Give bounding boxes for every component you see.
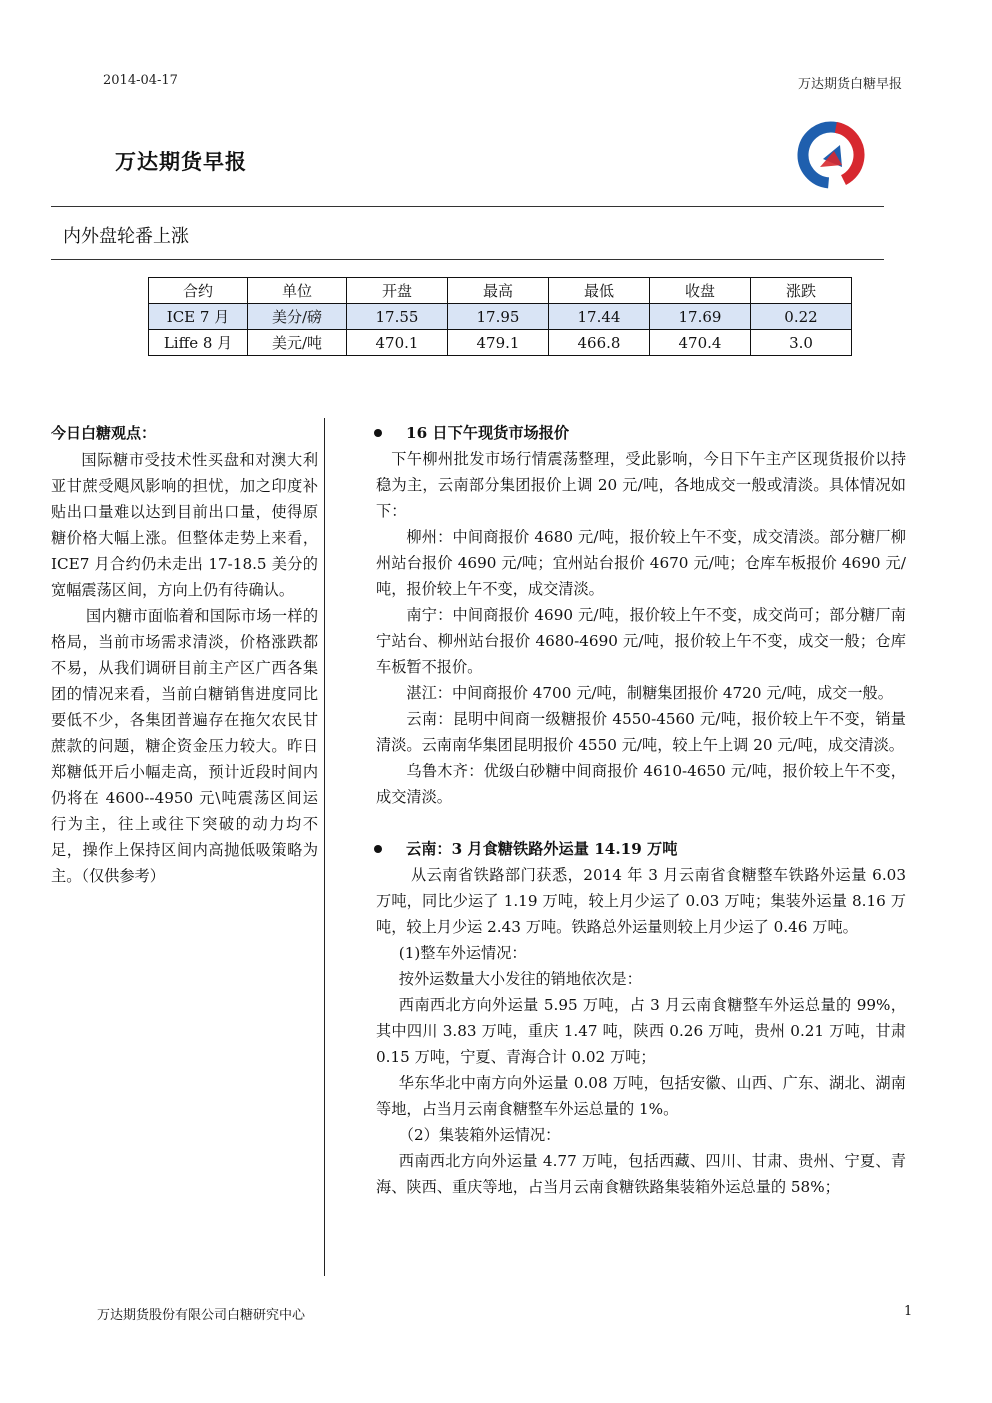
- table-header-cell: 合约: [149, 278, 248, 304]
- market-view-column: [51, 420, 318, 889]
- section-paragraph: 下午柳州批发市场行情震荡整理，受此影响，今日下午主产区现货报价以持稳为主，云南部分集团报价上调 20 元/吨，各地成交一般或清淡。具体情况如下：: [376, 450, 906, 520]
- footer-company: 万达期货股份有限公司白糖研究中心: [97, 1308, 306, 1323]
- table-cell: 466.8: [549, 330, 650, 356]
- section-heading: [374, 836, 906, 862]
- subtitle-divider: [51, 259, 884, 260]
- table-cell: 17.55: [347, 304, 448, 330]
- market-view-label: 今日白糖观点：: [51, 424, 157, 442]
- section-heading: [374, 420, 906, 446]
- section-title: 16 日下午现货市场报价: [406, 424, 570, 442]
- table-cell: 470.1: [347, 330, 448, 356]
- table-cell: 美元/吨: [248, 330, 347, 356]
- section-paragraph: 柳州：中间商报价 4680 元/吨，报价较上午不变，成交清淡。部分糖厂柳州站台报价 4690 元/吨；宜州站台报价 4670 元/吨；仓库车板报价 4690 元/吨，报价较上午不变，成交清淡。: [376, 528, 906, 598]
- page-number: 1: [904, 1304, 913, 1319]
- table-cell: 17.95: [448, 304, 549, 330]
- wanda-futures-logo: [790, 115, 872, 195]
- news-column: [376, 420, 906, 1200]
- table-cell: 479.1: [448, 330, 549, 356]
- section-paragraph: 按外运数量大小发往的销地依次是：: [398, 970, 642, 988]
- table-header-cell: 单位: [248, 278, 347, 304]
- table-cell: 0.22: [751, 304, 852, 330]
- table-header-cell: 开盘: [347, 278, 448, 304]
- report-subtitle: 内外盘轮番上涨: [63, 226, 189, 247]
- report-date: 2014-04-17: [103, 73, 178, 88]
- report-name: 万达期货白糖早报: [797, 77, 902, 92]
- section-paragraph: 南宁：中间商报价 4690 元/吨，报价较上午不变，成交尚可；部分糖厂南宁站台、柳州站台报价 4680-4690 元/吨，报价较上午不变，成交一般；仓库车板暂不报价。: [376, 606, 906, 676]
- section-paragraph: 华东华北中南方向外运量 0.08 万吨，包括安徽、山西、广东、湖北、湖南等地，占当月云南食糖整车外运总量的 1%。: [376, 1074, 906, 1118]
- section-paragraph: 西南西北方向外运量 5.95 万吨，占 3 月云南食糖整车外运总量的 99%，其中四川 3.83 万吨，重庆 1.47 吨，陕西 0.26 万吨，贵州 0.21 万吨，甘肃 0.15 万吨，宁夏、青海合计 0.02 万吨；: [376, 996, 906, 1066]
- market-view-paragraph: 国内糖市面临着和国际市场一样的格局，当前市场需求清淡，价格涨跌都不易，从我们调研目前主产区广西各集团的情况来看，当前白糖销售进度同比要低不少，各集团普遍存在拖欠农民甘蔗款的问题，糖企资金压力较大。昨日郑糖低开后小幅走高，预计近段时间内仍将在 4600--4950 元\吨震荡区间运行为主，往上或往下突破的动力均不足，操作上保持区间内高抛低吸策略为主。（仅供参考）: [51, 607, 318, 885]
- section-paragraph: 乌鲁木齐：优级白砂糖中间商报价 4610-4650 元/吨，报价较上午不变，成交清淡。: [376, 762, 906, 806]
- section-paragraph: 云南：昆明中间商一级糖报价 4550-4560 元/吨，报价较上午不变，销量清淡。云南南华集团昆明报价 4550 元/吨，较上午上调 20 元/吨，成交清淡。: [376, 710, 906, 754]
- table-cell: 17.69: [650, 304, 751, 330]
- table-header-cell: 最高: [448, 278, 549, 304]
- header-divider: [51, 206, 884, 207]
- section-paragraph: 湛江：中间商报价 4700 元/吨，制糖集团报价 4720 元/吨，成交一般。: [406, 684, 893, 702]
- table-cell: 17.44: [549, 304, 650, 330]
- table-cell: Liffe 8 月: [149, 330, 248, 356]
- table-cell: 470.4: [650, 330, 751, 356]
- bullet-icon: [374, 429, 382, 437]
- table-header-cell: 最低: [549, 278, 650, 304]
- table-header-cell: 涨跌: [751, 278, 852, 304]
- section-paragraph: 西南西北方向外运量 4.77 万吨，包括西藏、四川、甘肃、贵州、宁夏、青海、陕西、重庆等地，占当月云南食糖铁路集装箱外运总量的 58%；: [376, 1152, 906, 1196]
- page-title: 万达期货早报: [115, 150, 247, 174]
- table-header-cell: 收盘: [650, 278, 751, 304]
- table-header-row: [149, 278, 852, 304]
- table-cell: ICE 7 月: [149, 304, 248, 330]
- section-paragraph: (1)整车外运情况：: [398, 944, 527, 962]
- bullet-icon: [374, 845, 382, 853]
- table-row: [149, 330, 852, 356]
- table-cell: 3.0: [751, 330, 852, 356]
- market-view-paragraph: 国际糖市受技术性买盘和对澳大利亚甘蔗受飓风影响的担忧，加之印度补贴出口量难以达到目前出口量，使得原糖价格大幅上涨。但整体走势上来看，ICE7 月合约仍未走出 17-18.5 美分的宽幅震荡区间，方向上仍有待确认。: [51, 451, 318, 599]
- column-divider: [324, 418, 325, 1276]
- table-row: [149, 304, 852, 330]
- price-table: [148, 277, 852, 356]
- table-cell: 美分/磅: [248, 304, 347, 330]
- section-paragraph: 从云南省铁路部门获悉，2014 年 3 月云南省食糖整车铁路外运量 6.03 万吨，同比少运了 1.19 万吨，较上月少运了 0.03 万吨；集装外运量 8.16 万吨，较上月少运 2.43 万吨。铁路总外运量则较上月少运了 0.46 万吨。: [376, 866, 906, 936]
- section-title: 云南：3 月食糖铁路外运量 14.19 万吨: [406, 840, 678, 858]
- section-paragraph: （2）集装箱外运情况：: [398, 1126, 561, 1144]
